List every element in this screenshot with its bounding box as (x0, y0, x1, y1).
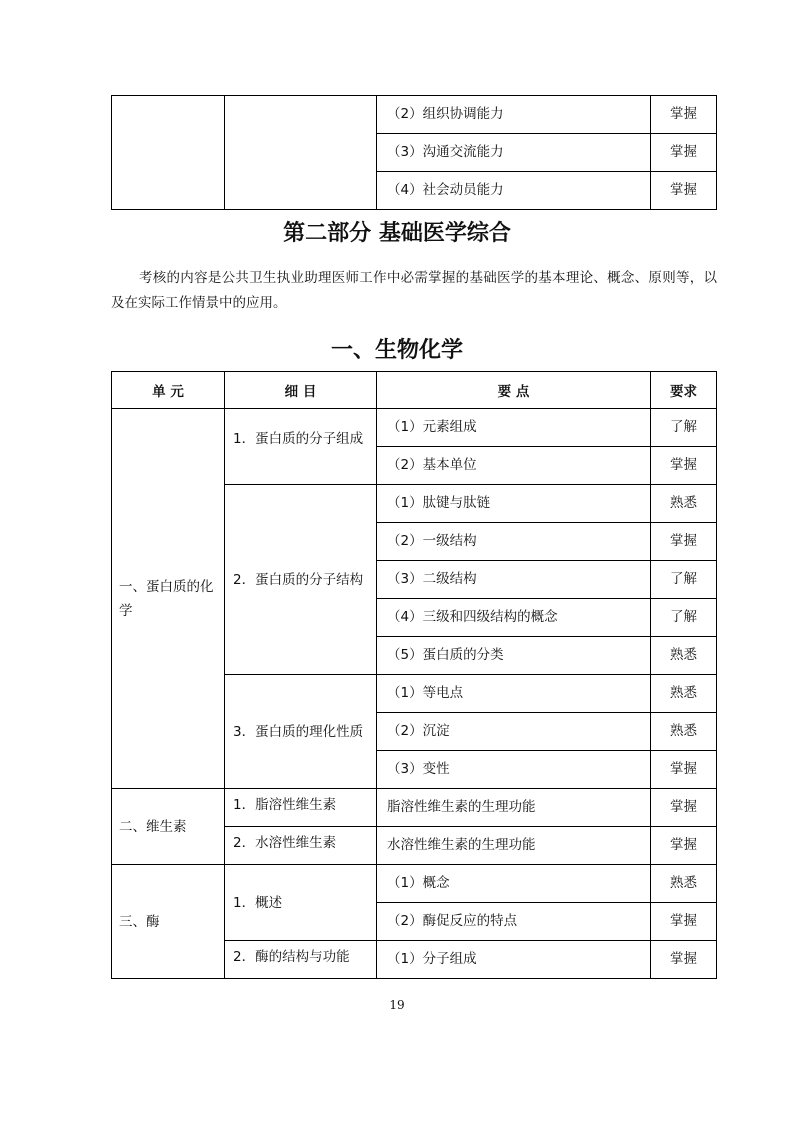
point-cell: （2）酶促反应的特点 (377, 903, 651, 941)
requirement-cell: 熟悉 (651, 637, 717, 675)
point-cell: （2）组织协调能力 (377, 96, 651, 134)
point-cell: （1）分子组成 (377, 941, 651, 979)
requirement-cell: 掌握 (651, 96, 717, 134)
section-title: 一、生物化学 (330, 338, 463, 363)
item-cell: 1．脂溶性维生素 (225, 789, 377, 827)
requirement-cell: 掌握 (651, 751, 717, 789)
requirement-cell: 掌握 (651, 827, 717, 865)
requirement-cell: 熟悉 (651, 485, 717, 523)
point-cell: 脂溶性维生素的生理功能 (377, 789, 651, 827)
item-cell: 1．概述 (225, 865, 377, 941)
item-cell (225, 96, 377, 210)
point-cell: （2）基本单位 (377, 447, 651, 485)
item-cell: 2．酶的结构与功能 (225, 941, 377, 979)
point-cell: 水溶性维生素的生理功能 (377, 827, 651, 865)
requirement-cell: 了解 (651, 409, 717, 447)
point-cell: （3）沟通交流能力 (377, 134, 651, 172)
item-cell: 1．蛋白质的分子组成 (225, 409, 377, 485)
point-cell: （2）沉淀 (377, 713, 651, 751)
requirement-cell: 熟悉 (651, 675, 717, 713)
point-cell: （2）一级结构 (377, 523, 651, 561)
requirement-cell: 了解 (651, 599, 717, 637)
item-cell: 2．水溶性维生素 (225, 827, 377, 865)
continuation-table (111, 95, 717, 210)
point-cell: （1）肽键与肽链 (377, 485, 651, 523)
requirement-cell: 掌握 (651, 447, 717, 485)
point-cell: （3）变性 (377, 751, 651, 789)
item-cell: 3．蛋白质的理化性质 (225, 675, 377, 789)
point-cell: （1）概念 (377, 865, 651, 903)
item-cell: 2．蛋白质的分子结构 (225, 485, 377, 675)
requirement-cell: 掌握 (651, 134, 717, 172)
header-unit: 单 元 (112, 372, 225, 409)
unit-cell: 二、维生素 (112, 789, 225, 865)
header-requirement: 要求 (651, 372, 717, 409)
part-title: 第二部分 基础医学综合 (283, 220, 511, 246)
requirement-cell: 了解 (651, 561, 717, 599)
page-number: 19 (389, 998, 405, 1012)
point-cell: （1）元素组成 (377, 409, 651, 447)
requirement-cell: 掌握 (651, 523, 717, 561)
header-item: 细 目 (225, 372, 377, 409)
requirement-cell: 熟悉 (651, 865, 717, 903)
point-cell: （3）二级结构 (377, 561, 651, 599)
requirement-cell: 掌握 (651, 941, 717, 979)
intro-paragraph: 考核的内容是公共卫生执业助理医师工作中必需掌握的基础医学的基本理论、概念、原则等，以及在实际工作情景中的应用。 (111, 270, 717, 311)
table-header-row (112, 372, 717, 409)
unit-cell: 一、蛋白质的化学 (112, 409, 225, 789)
requirement-cell: 掌握 (651, 789, 717, 827)
requirement-cell: 熟悉 (651, 713, 717, 751)
point-cell: （1）等电点 (377, 675, 651, 713)
syllabus-table (111, 371, 717, 979)
unit-cell (112, 96, 225, 210)
requirement-cell: 掌握 (651, 903, 717, 941)
requirement-cell: 掌握 (651, 172, 717, 210)
point-cell: （4）社会动员能力 (377, 172, 651, 210)
header-point: 要 点 (377, 372, 651, 409)
point-cell: （4）三级和四级结构的概念 (377, 599, 651, 637)
point-cell: （5）蛋白质的分类 (377, 637, 651, 675)
unit-cell: 三、酶 (112, 865, 225, 979)
